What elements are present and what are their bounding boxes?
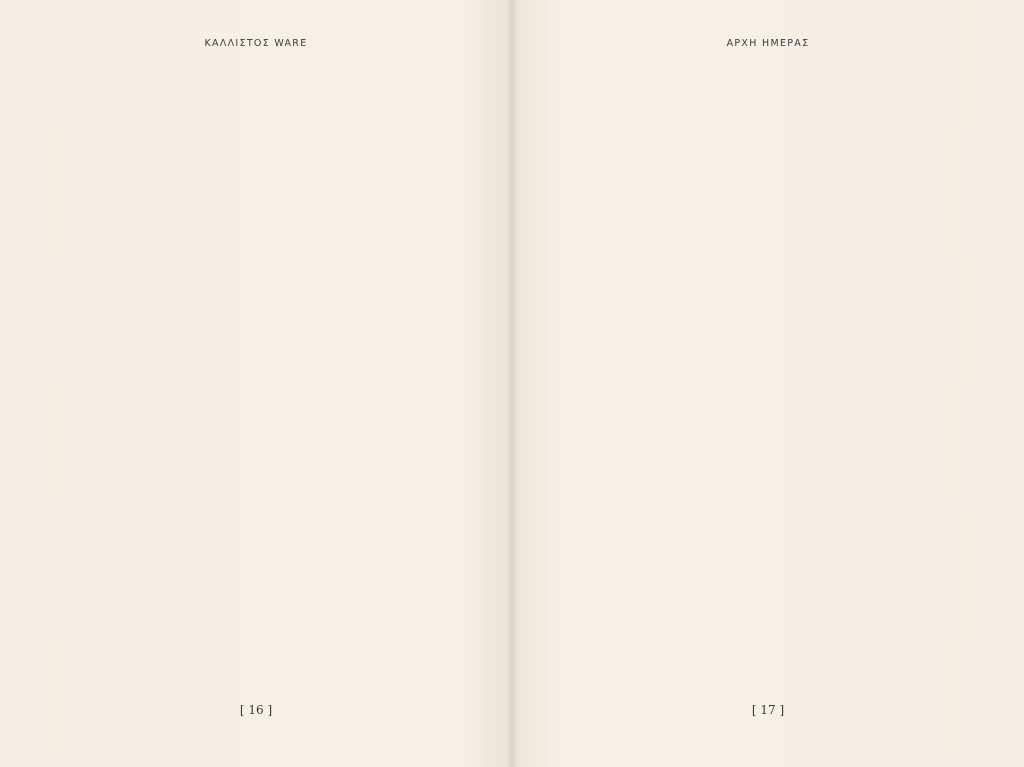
- running-head-left: ΚΑΛΛΙΣΤΟΣ WARE: [204, 38, 308, 49]
- page-number-right: [ 17 ]: [751, 703, 785, 717]
- running-head-right: ΑΡΧΗ ΗΜΕΡΑΣ: [726, 38, 810, 49]
- right-page: [512, 0, 1024, 767]
- page-number-left: [ 16 ]: [239, 703, 273, 717]
